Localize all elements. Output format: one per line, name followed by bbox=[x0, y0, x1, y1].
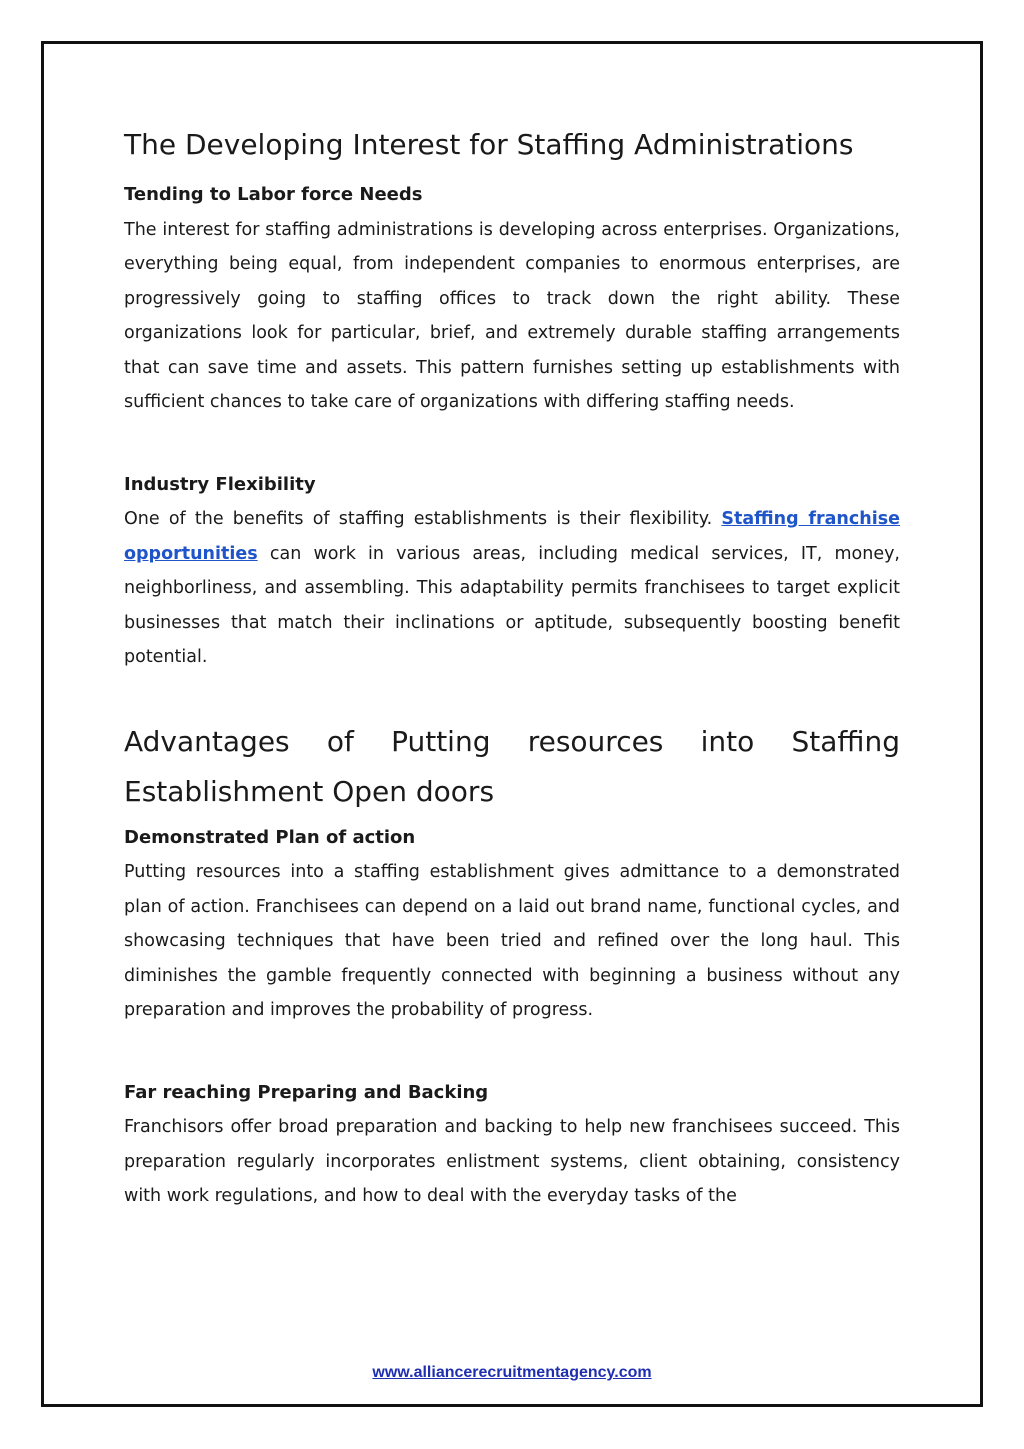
section-heading-demonstrated-plan: Demonstrated Plan of action bbox=[124, 826, 416, 848]
section-body-industry-flexibility bbox=[124, 502, 900, 675]
section-body-labor-force-needs: The interest for staffing administrations is developing across enterprises. Organizations, everything being equal, from independent companies to enormous enterprises, are progressively going to staffing offices to track down the right ability. These organizations look for particular, brief, and extremely durable staffing arrangements that can save time and assets. This pattern furnishes setting up establishments with sufficient chances to take care of organizations with differing staffing needs. bbox=[124, 219, 900, 412]
section-body-demonstrated-plan: Putting resources into a staffing establishment gives admittance to a demonstrated plan of action. Franchisees can depend on a laid out brand name, functional cycles, and showcasing techniques that have been tried and refined over the long haul. This diminishes the gamble frequently connected with beginning a business without any preparation and improves the probability of progress. bbox=[124, 862, 900, 1020]
body-text-before-link: One of the benefits of staffing establishments is their flexibility. bbox=[124, 509, 722, 529]
footer-website-link[interactable]: www.alliancerecruitmentagency.com bbox=[372, 1364, 652, 1381]
page-title: The Developing Interest for Staffing Administrations bbox=[124, 128, 854, 161]
section-heading-labor-force-needs: Tending to Labor force Needs bbox=[124, 184, 423, 205]
section-heading-training-support: Far reaching Preparing and Backing bbox=[124, 1081, 489, 1103]
staffing-franchise-link[interactable]: Staffing franchise opportunities bbox=[124, 509, 901, 564]
section-title-advantages: Advantages of Putting resources into Staffing Establishment Open doors bbox=[124, 724, 900, 808]
body-text-after-link: can work in various areas, including medical services, IT, money, neighborliness, and assembling. This adaptability permits franchisees to target explicit businesses that match their inclinations or aptitude, subsequently boosting benefit potential. bbox=[124, 543, 900, 667]
document-content bbox=[124, 120, 900, 1214]
section-heading-industry-flexibility: Industry Flexibility bbox=[124, 473, 316, 495]
section-body-training-support: Franchisors offer broad preparation and backing to help new franchisees succeed. This preparation regularly incorporates enlistment systems, client obtaining, consistency with work regulations, and how to deal with the everyday tasks of the bbox=[124, 1117, 900, 1206]
